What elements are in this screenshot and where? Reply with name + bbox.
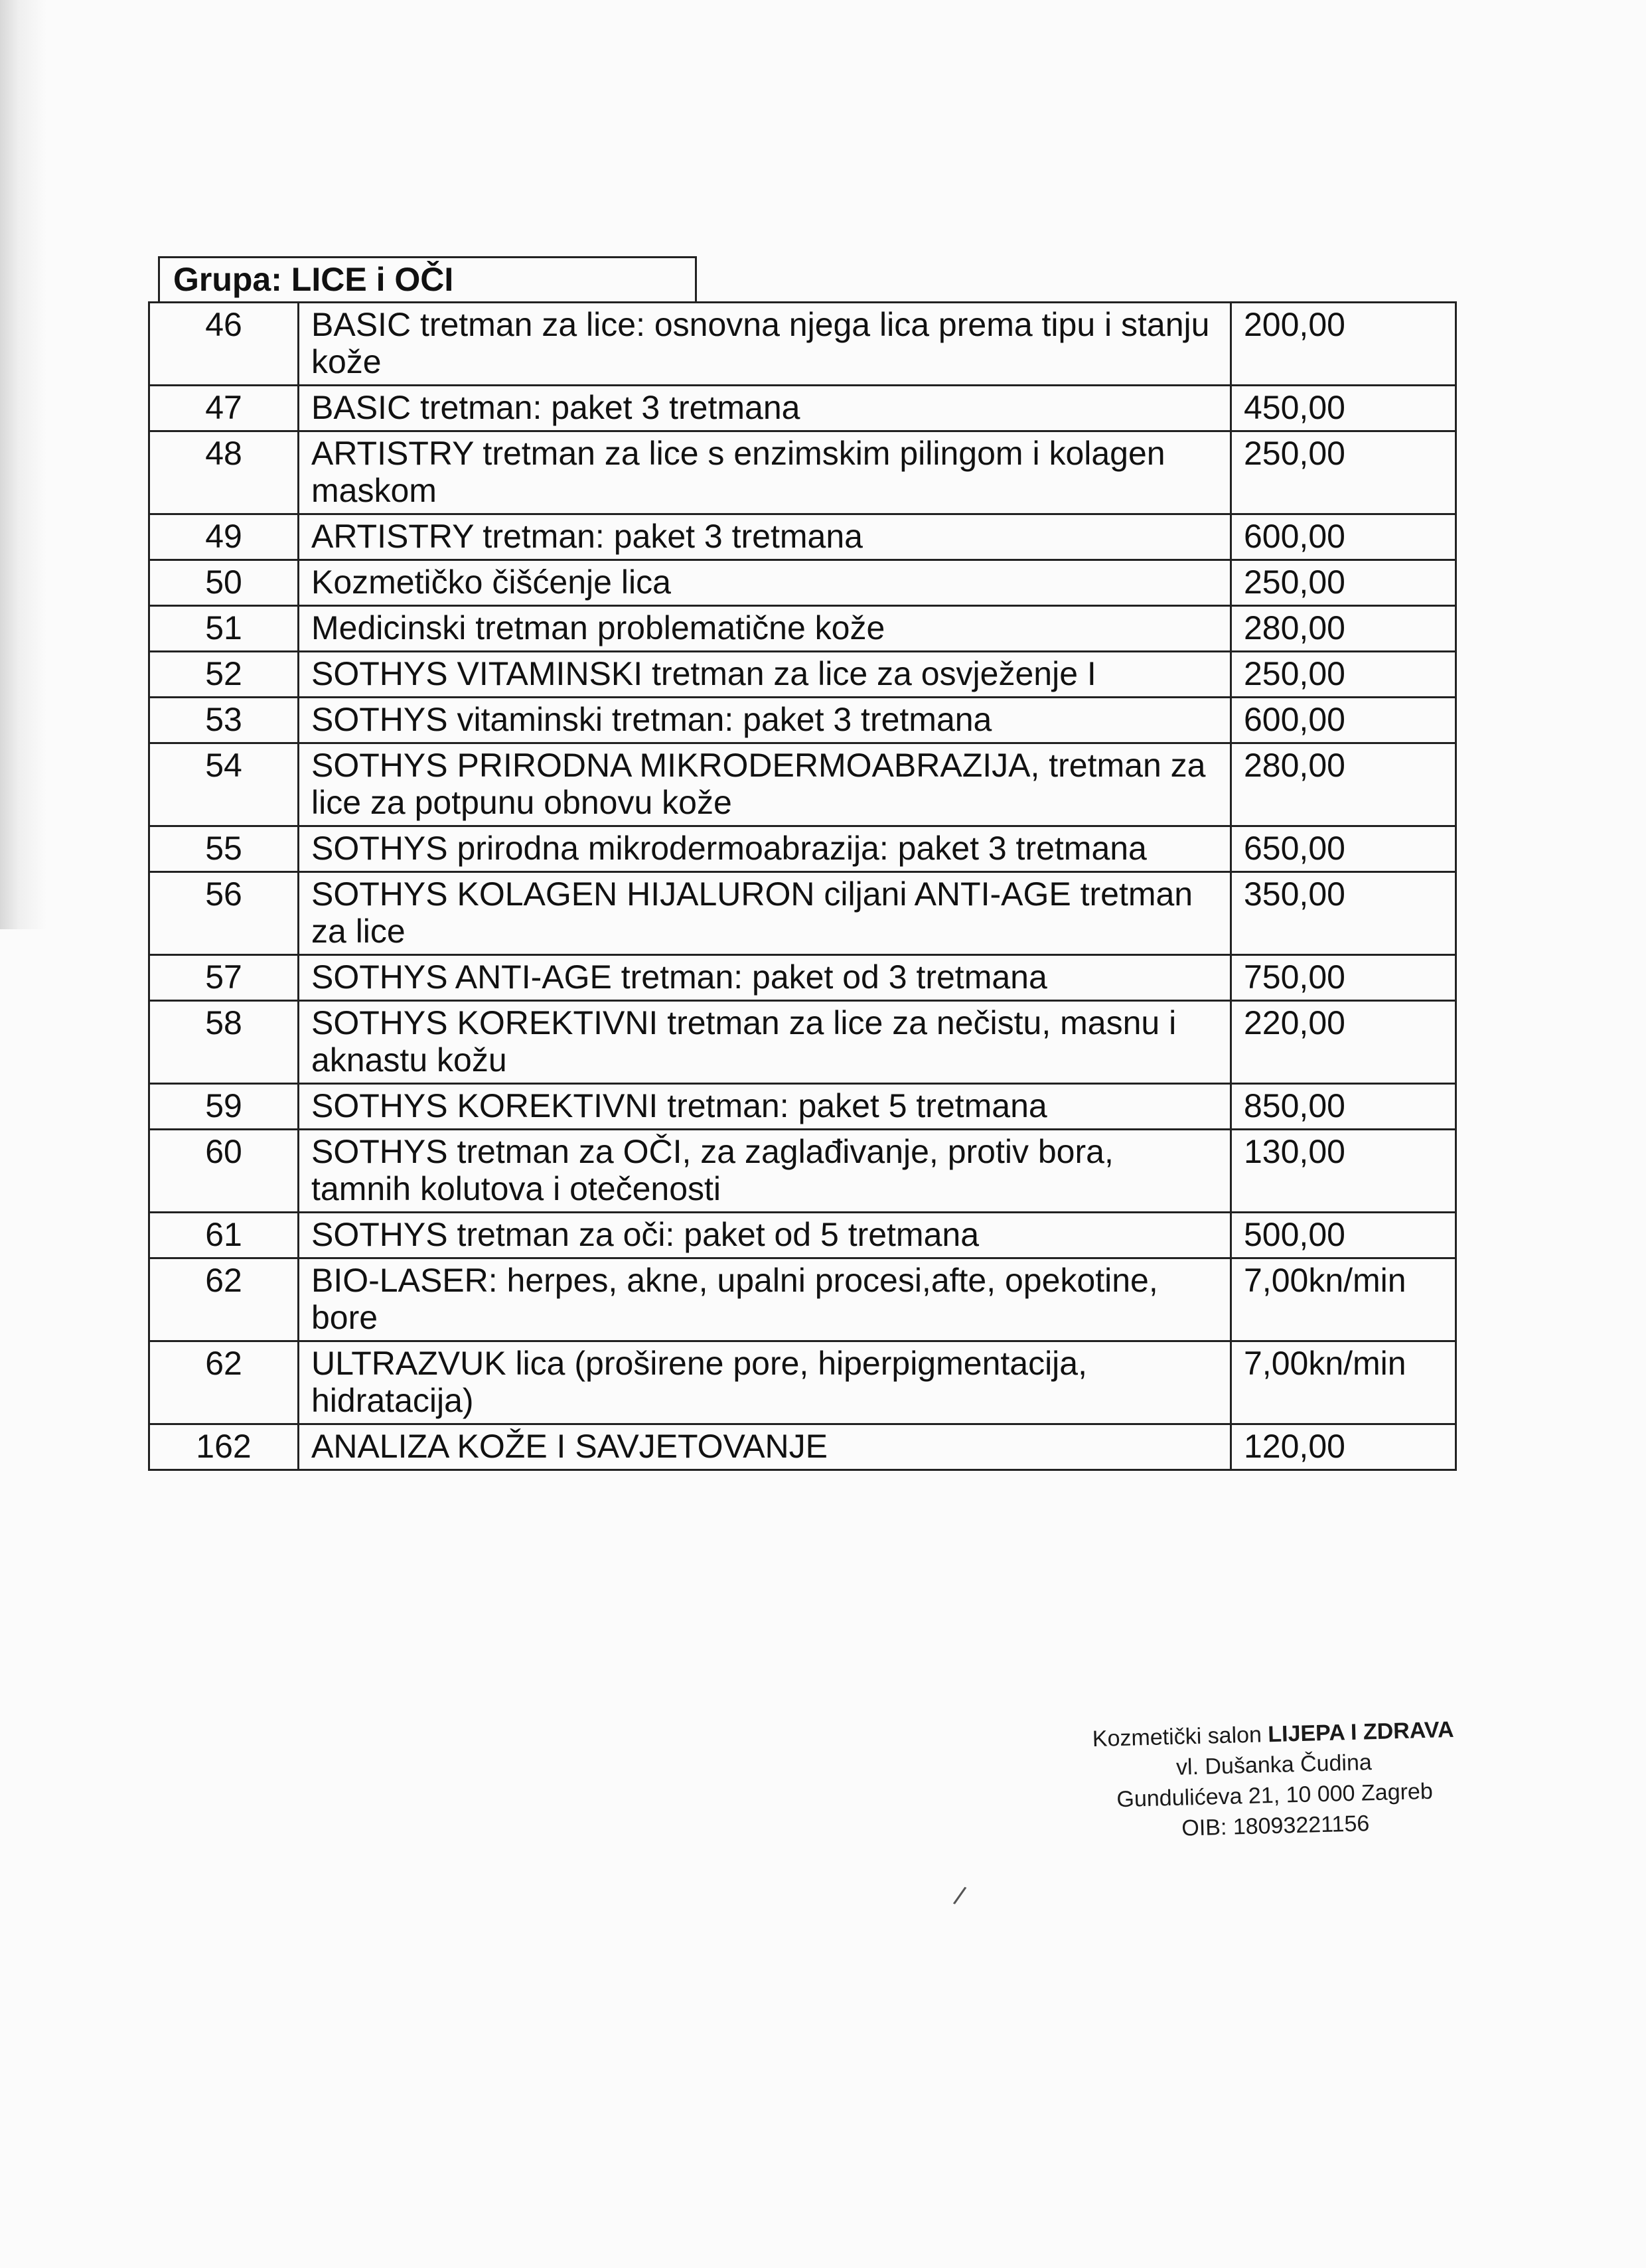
stamp-salon-prefix: Kozmetički salon	[1092, 1722, 1262, 1752]
table-row	[149, 1341, 1456, 1424]
row-description: ANALIZA KOŽE I SAVJETOVANJE	[299, 1424, 1231, 1470]
row-description: SOTHYS KOREKTIVNI tretman: paket 5 tretmana	[299, 1084, 1231, 1130]
row-number: 57	[149, 955, 299, 1001]
table-row	[149, 1001, 1456, 1084]
row-description: ARTISTRY tretman: paket 3 tretmana	[299, 514, 1231, 560]
row-price: 130,00	[1231, 1130, 1456, 1213]
row-number: 47	[149, 386, 299, 431]
table-row	[149, 303, 1456, 386]
row-description: ULTRAZVUK lica (proširene pore, hiperpigmentacija, hidratacija)	[299, 1341, 1231, 1424]
table-row	[149, 743, 1456, 826]
row-number: 49	[149, 514, 299, 560]
row-number: 50	[149, 560, 299, 606]
row-price: 220,00	[1231, 1001, 1456, 1084]
row-price: 500,00	[1231, 1213, 1456, 1258]
row-price: 600,00	[1231, 514, 1456, 560]
salon-stamp	[1074, 1714, 1475, 1847]
row-price: 600,00	[1231, 698, 1456, 743]
stamp-owner: vl. Dušanka Čudina	[1175, 1750, 1373, 1780]
row-price: 850,00	[1231, 1084, 1456, 1130]
table-row	[149, 698, 1456, 743]
row-number: 48	[149, 431, 299, 514]
row-price: 250,00	[1231, 560, 1456, 606]
table-row	[149, 431, 1456, 514]
table-row	[149, 1424, 1456, 1470]
row-price: 250,00	[1231, 431, 1456, 514]
row-number: 54	[149, 743, 299, 826]
row-description: SOTHYS tretman za OČI, za zaglađivanje, protiv bora, tamnih kolutova i otečenosti	[299, 1130, 1231, 1213]
table-row	[149, 386, 1456, 431]
row-price: 250,00	[1231, 652, 1456, 698]
table-row	[149, 1213, 1456, 1258]
row-description: ARTISTRY tretman za lice s enzimskim pilingom i kolagen maskom	[299, 431, 1231, 514]
table-row	[149, 1084, 1456, 1130]
row-number: 62	[149, 1341, 299, 1424]
row-description: BASIC tretman: paket 3 tretmana	[299, 386, 1231, 431]
table-row	[149, 826, 1456, 872]
table-row	[149, 872, 1456, 955]
row-number: 51	[149, 606, 299, 652]
stamp-oib: OIB: 18093221156	[1181, 1811, 1370, 1841]
row-description: SOTHYS vitaminski tretman: paket 3 tretmana	[299, 698, 1231, 743]
price-table-body	[149, 303, 1456, 1470]
row-price: 7,00kn/min	[1231, 1341, 1456, 1424]
row-description: Medicinski tretman problematične kože	[299, 606, 1231, 652]
row-price: 350,00	[1231, 872, 1456, 955]
row-description: SOTHYS PRIRODNA MIKRODERMOABRAZIJA, tretman za lice za potpunu obnovu kože	[299, 743, 1231, 826]
row-number: 60	[149, 1130, 299, 1213]
row-number: 56	[149, 872, 299, 955]
row-number: 59	[149, 1084, 299, 1130]
row-price: 200,00	[1231, 303, 1456, 386]
table-row	[149, 1130, 1456, 1213]
row-description: BASIC tretman za lice: osnovna njega lica prema tipu i stanju kože	[299, 303, 1231, 386]
row-number: 58	[149, 1001, 299, 1084]
row-number: 162	[149, 1424, 299, 1470]
row-number: 46	[149, 303, 299, 386]
row-description: SOTHYS VITAMINSKI tretman za lice za osvježenje I	[299, 652, 1231, 698]
row-description: SOTHYS prirodna mikrodermoabrazija: paket 3 tretmana	[299, 826, 1231, 872]
row-number: 55	[149, 826, 299, 872]
row-number: 52	[149, 652, 299, 698]
row-number: 53	[149, 698, 299, 743]
price-table	[148, 301, 1457, 1471]
table-row	[149, 652, 1456, 698]
row-price: 7,00kn/min	[1231, 1258, 1456, 1341]
row-description: SOTHYS ANTI-AGE tretman: paket od 3 tretmana	[299, 955, 1231, 1001]
row-description: SOTHYS KOREKTIVNI tretman za lice za nečistu, masnu i aknastu kožu	[299, 1001, 1231, 1084]
table-row	[149, 1258, 1456, 1341]
row-description: BIO-LASER: herpes, akne, upalni procesi,afte, opekotine, bore	[299, 1258, 1231, 1341]
row-number: 61	[149, 1213, 299, 1258]
row-price: 750,00	[1231, 955, 1456, 1001]
row-description: SOTHYS KOLAGEN HIJALURON ciljani ANTI-AGE tretman za lice	[299, 872, 1231, 955]
table-row	[149, 955, 1456, 1001]
table-row	[149, 560, 1456, 606]
row-description: Kozmetičko čišćenje lica	[299, 560, 1231, 606]
group-header: Grupa: LICE i OČI	[158, 256, 697, 301]
row-number: 62	[149, 1258, 299, 1341]
table-row	[149, 606, 1456, 652]
row-price: 280,00	[1231, 743, 1456, 826]
stamp-address: Gundulićeva 21, 10 000 Zagreb	[1116, 1778, 1434, 1813]
pen-mark: /	[950, 1881, 968, 1912]
row-price: 280,00	[1231, 606, 1456, 652]
row-price: 120,00	[1231, 1424, 1456, 1470]
row-price: 450,00	[1231, 386, 1456, 431]
row-price: 650,00	[1231, 826, 1456, 872]
stamp-salon-name: LIJEPA I ZDRAVA	[1267, 1716, 1454, 1748]
scan-page-edge	[0, 0, 46, 929]
row-description: SOTHYS tretman za oči: paket od 5 tretmana	[299, 1213, 1231, 1258]
table-row	[149, 514, 1456, 560]
